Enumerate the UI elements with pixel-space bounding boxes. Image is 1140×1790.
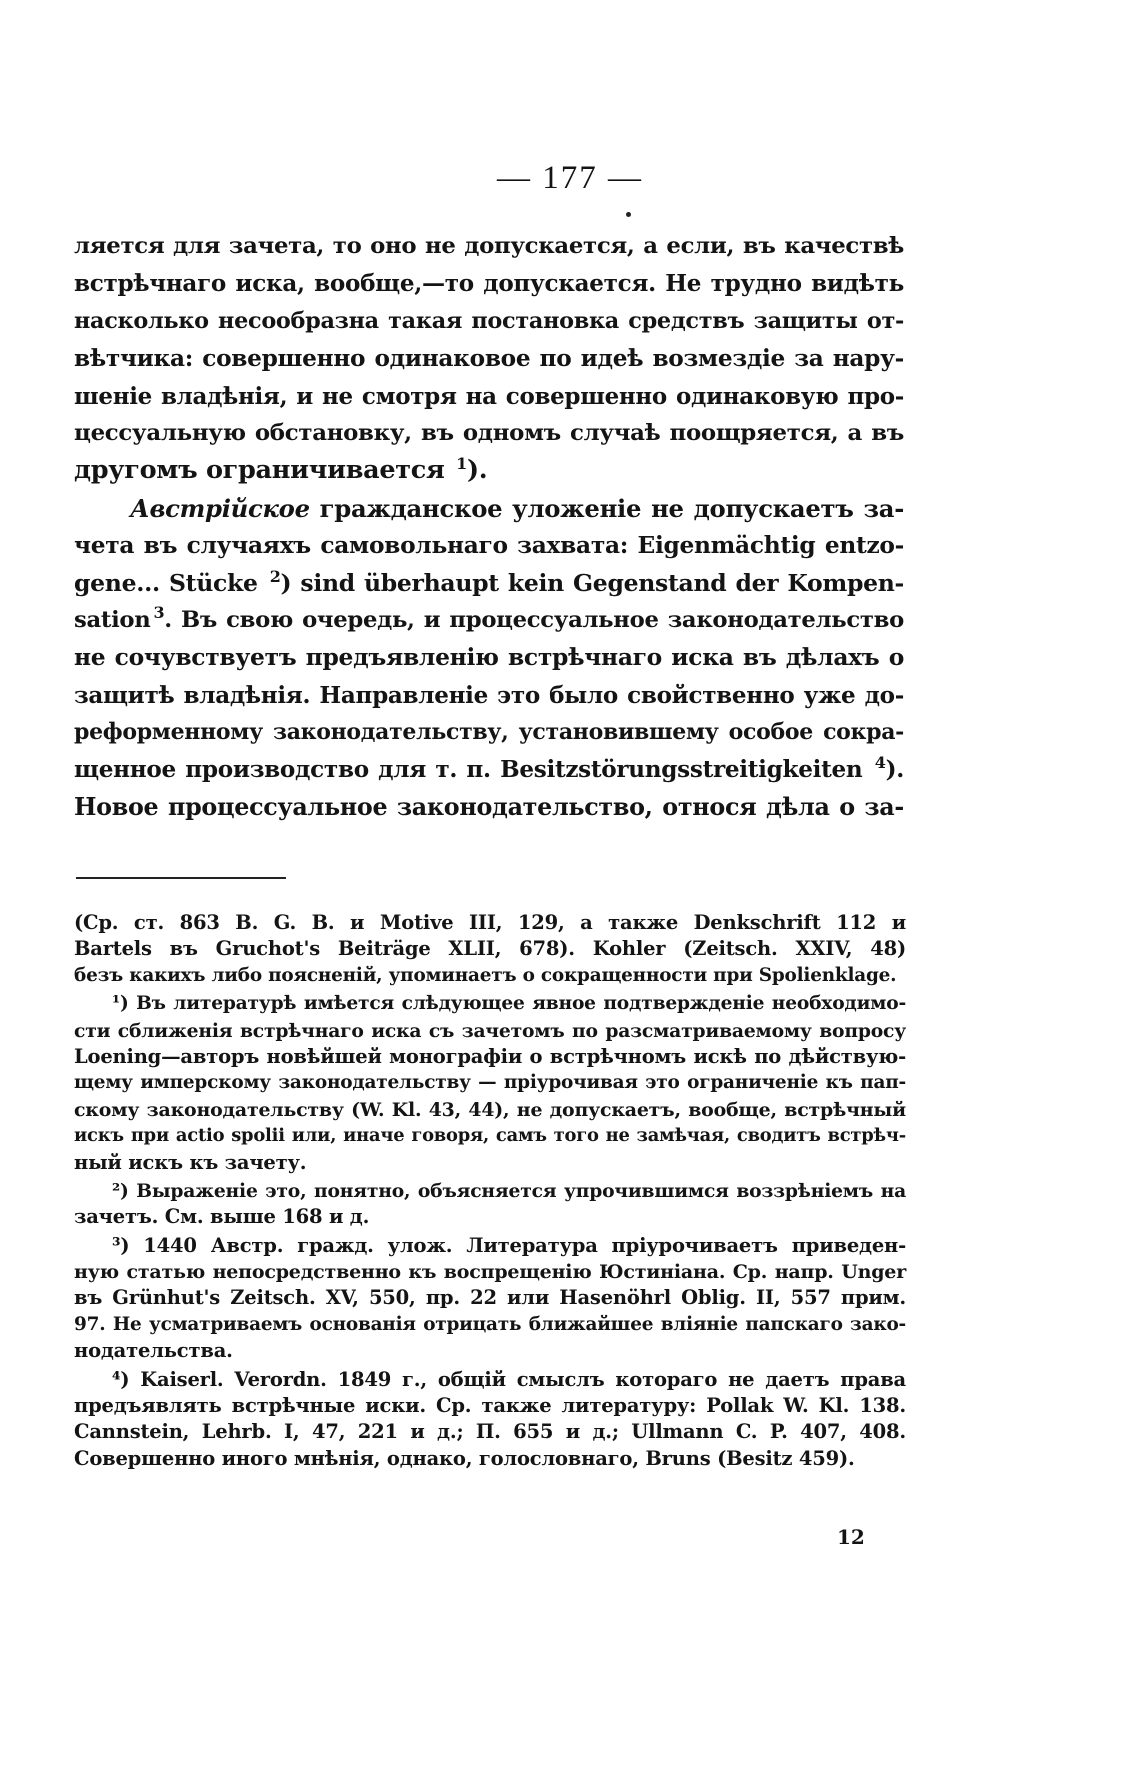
footnote-line: предъявлять встрѣчные иски. Ср. также литературу: Pollak W. Kl. 138. [74,1394,906,1418]
body-line: Новое процессуальное законодательство, относя дѣла о за- [74,792,904,821]
footnote-line: ¹) Въ литературѣ имѣется слѣдующее явное подтвержденіе необходимо- [112,993,906,1015]
body-text: sind überhaupt kein Gegenstand der Kompen- [300,568,905,597]
footnote-line: (Ср. ст. 863 B. G. B. и Motive III, 129, а также Denkschrift 112 и [74,911,906,934]
ink-speck [626,212,631,217]
footnote-line: сти сближенія встрѣчнаго иска съ зачетомъ по разсматриваемому вопросу [74,1019,906,1042]
footnotes-block [74,910,906,1472]
footnote-line: ⁴) Kaiserl. Verordn. 1849 г., общій смыслъ котораго не даетъ права [112,1367,906,1391]
body-line [74,490,904,527]
page-number: — 177 — [497,160,643,196]
body-line [74,565,904,602]
body-text: щенное производство для т. п. Besitzstörungsstreitigkeiten [74,756,863,784]
footnote-line: Cannstein, Lehrb. I, 47, 221 и д.; П. 655 и д.; Ullmann C. P. 407, 408. [74,1420,906,1444]
footnote-line: Совершенно иного мнѣнія, однако, голословнаго, Bruns (Besitz 459). [74,1446,855,1470]
footnote-line: ную статью непосредственно къ воспрещенію Юстиніана. Ср. напр. Unger [74,1261,906,1284]
footnote-line: зачетъ. См. выше 168 и д. [74,1205,370,1229]
sheet-signature-number: 12 [837,1525,865,1549]
body-text: gene... Stücke [74,568,258,597]
footnote-line: ²) Выраженіе это, понятно, объясняется упрочившимся воззрѣніемъ на [112,1179,906,1202]
footnote-4 [74,1367,906,1473]
footnote-line: искъ при actio spolii или, иначе говоря, самъ того не замѣчая, сводитъ встрѣч- [74,1125,906,1147]
main-body-text [74,228,904,826]
body-text: . Въ свою очередь, и процессуальное законодательство [164,606,904,633]
footnote-line: скому законодательству (W. Kl. 43, 44), не допускаетъ, вообще, встрѣчный [74,1098,906,1121]
punctuation: ). [885,756,904,784]
body-line: цессуальную обстановку, въ одномъ случаѣ поощряется, а въ [74,419,904,446]
body-line [74,751,904,788]
footnote-ref-2: 2 [269,566,281,586]
footnote-line: ный искъ къ зачету. [74,1150,307,1174]
body-text: гражданское уложеніе не допускаетъ за- [319,493,904,523]
body-line: вѣтчика: совершенно одинаковое по идеѣ возмездіе за нару- [74,345,904,373]
body-line: чета въ случаяхъ самовольнаго захвата: Eigenmächtig entzo- [74,532,904,560]
body-line: не сочувствуетъ предъявленію встрѣчнаго иска въ дѣлахъ о [74,643,904,672]
emphasis-word: Австрійское [130,493,310,523]
body-line: ляется для зачета, то оно не допускается, а если, въ качествѣ [74,233,904,259]
footnote-ref-1: 1 [456,454,467,474]
footnote-3 [74,1233,906,1365]
footnote-line: въ Grünhut's Zeitsch. XV, 550, пр. 22 или Hasenöhrl Oblig. II, 557 прим. [74,1286,906,1310]
body-text: sation [74,606,151,633]
footnote-ref-3: 3 [153,602,165,622]
footnote-divider [76,877,286,879]
body-line [74,452,904,489]
footnote-1 [74,991,906,1176]
footnote-line: Bartels въ Gruchot's Beiträge XLII, 678). Kohler (Zeitsch. XXIV, 48) [74,937,906,961]
body-line: встрѣчнаго иска, вообще,—то допускается. Не трудно видѣть [74,270,904,298]
footnote-ref-4: 4 [874,753,886,773]
footnote-line: нодательства. [74,1339,233,1363]
body-line: насколько несообразна такая постановка средствъ защиты от- [74,307,904,334]
punctuation: ) [280,568,292,597]
footnote-line: 97. Не усматриваемъ основанія отрицать ближайшее вліяніе папскаго зако- [74,1313,906,1335]
footnote-2 [74,1178,906,1231]
footnote-line: безъ какихъ либо поясненій, упоминаетъ о сокращенности при Spolienklage. [74,964,897,986]
punctuation: ). [466,455,488,486]
body-text: другомъ ограничивается [74,455,445,486]
body-line [74,602,904,639]
footnote-line: щему имперскому законодательству — пріурочивая это ограниченіе къ пап- [74,1072,906,1094]
body-line: реформенному законодательству, установившему особое сокра- [74,719,904,746]
body-line: шеніе владѣнія, и не смотря на совершенно одинаковую про- [74,382,904,410]
footnote-line: Loening—авторъ новѣйшей монографіи о встрѣчномъ искѣ по дѣйствую- [74,1044,906,1068]
footnote-continuation [74,910,906,989]
body-line: защитѣ владѣнія. Направленіе это было свойственно уже до- [74,681,904,709]
footnote-line: ³) 1440 Австр. гражд. улож. Литература пріурочиваетъ приведен- [112,1233,906,1257]
